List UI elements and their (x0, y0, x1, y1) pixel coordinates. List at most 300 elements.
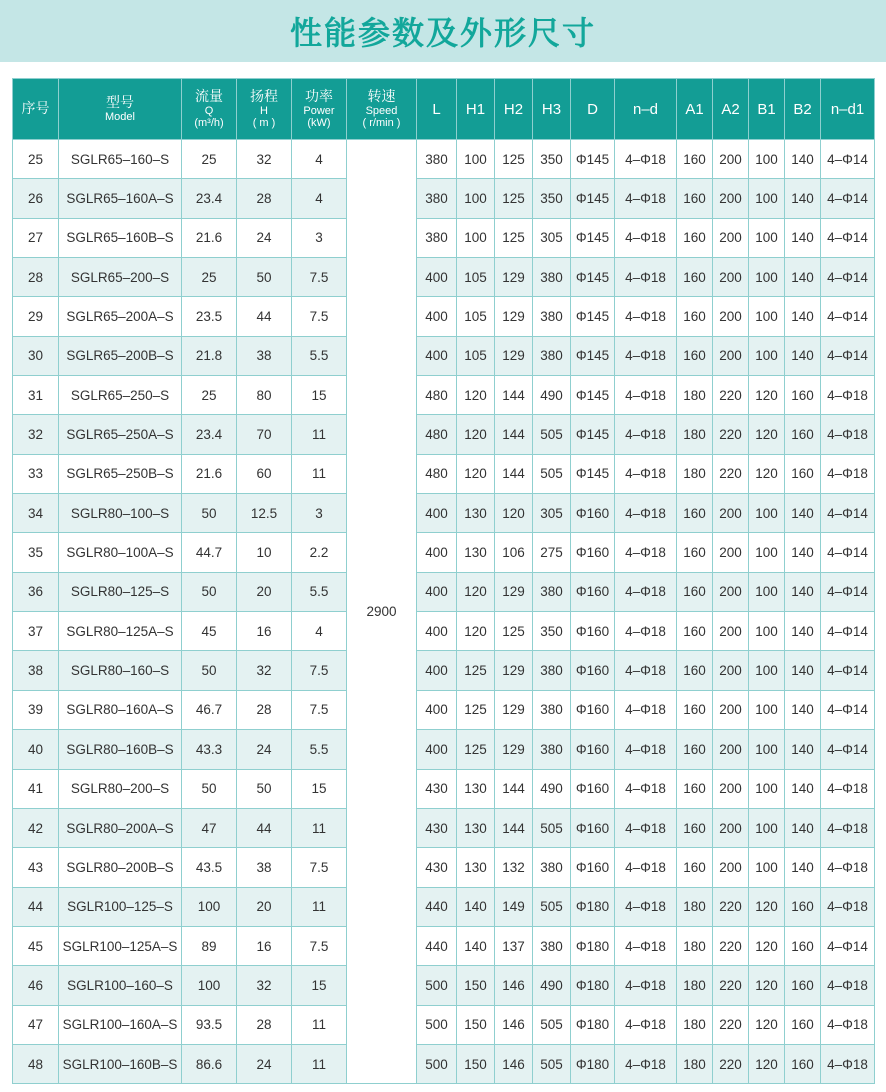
cell-d: Φ145 (571, 218, 615, 257)
cell-head: 50 (237, 258, 292, 297)
header-b2: B2 (785, 79, 821, 140)
cell-b2: 140 (785, 690, 821, 729)
cell-head: 20 (237, 887, 292, 926)
header-model: 型号 Model (59, 79, 182, 140)
cell-n-d1: 4–Φ14 (821, 494, 875, 533)
cell-n-d: 4–Φ18 (615, 690, 677, 729)
cell-n-d1: 4–Φ14 (821, 533, 875, 572)
cell-b1: 100 (749, 848, 785, 887)
cell-b2: 160 (785, 1005, 821, 1044)
cell-power: 3 (292, 494, 347, 533)
cell-power: 11 (292, 887, 347, 926)
cell-power: 7.5 (292, 926, 347, 965)
cell-a1: 160 (677, 494, 713, 533)
cell-h2: 129 (495, 258, 533, 297)
cell-power: 11 (292, 1044, 347, 1083)
cell-a2: 200 (713, 218, 749, 257)
header-l: L (417, 79, 457, 140)
cell-index: 27 (13, 218, 59, 257)
cell-d: Φ145 (571, 179, 615, 218)
title-banner (0, 0, 886, 62)
cell-h2: 129 (495, 572, 533, 611)
cell-a1: 180 (677, 1005, 713, 1044)
header-n-d1: n–d1 (821, 79, 875, 140)
cell-power: 11 (292, 808, 347, 847)
cell-b2: 160 (785, 887, 821, 926)
cell-h2: 132 (495, 848, 533, 887)
cell-a1: 160 (677, 572, 713, 611)
cell-n-d1: 4–Φ18 (821, 1044, 875, 1083)
cell-l: 430 (417, 848, 457, 887)
cell-h2: 125 (495, 218, 533, 257)
cell-b2: 140 (785, 730, 821, 769)
cell-n-d1: 4–Φ14 (821, 572, 875, 611)
cell-b1: 100 (749, 808, 785, 847)
cell-h2: 129 (495, 297, 533, 336)
cell-n-d1: 4–Φ14 (821, 140, 875, 179)
cell-a1: 160 (677, 336, 713, 375)
cell-flow: 23.4 (182, 179, 237, 218)
cell-l: 380 (417, 218, 457, 257)
cell-n-d1: 4–Φ14 (821, 179, 875, 218)
cell-h1: 100 (457, 140, 495, 179)
cell-head: 32 (237, 651, 292, 690)
cell-head: 24 (237, 730, 292, 769)
cell-h1: 130 (457, 494, 495, 533)
cell-b2: 140 (785, 572, 821, 611)
cell-a1: 160 (677, 533, 713, 572)
cell-b1: 120 (749, 454, 785, 493)
cell-flow: 50 (182, 572, 237, 611)
cell-a2: 220 (713, 376, 749, 415)
cell-n-d: 4–Φ18 (615, 966, 677, 1005)
cell-n-d: 4–Φ18 (615, 533, 677, 572)
table-row (13, 612, 875, 651)
cell-flow: 21.6 (182, 218, 237, 257)
cell-n-d: 4–Φ18 (615, 336, 677, 375)
cell-h2: 106 (495, 533, 533, 572)
header-power: 功率 Power (kW) (292, 79, 347, 140)
cell-b2: 140 (785, 218, 821, 257)
cell-n-d1: 4–Φ18 (821, 376, 875, 415)
cell-h3: 380 (533, 690, 571, 729)
cell-d: Φ160 (571, 612, 615, 651)
cell-h2: 125 (495, 179, 533, 218)
cell-index: 29 (13, 297, 59, 336)
cell-head: 24 (237, 1044, 292, 1083)
cell-n-d: 4–Φ18 (615, 179, 677, 218)
cell-a2: 200 (713, 769, 749, 808)
cell-h2: 146 (495, 966, 533, 1005)
cell-b1: 100 (749, 297, 785, 336)
cell-flow: 21.8 (182, 336, 237, 375)
cell-model: SGLR80–200A–S (59, 808, 182, 847)
cell-model: SGLR65–250B–S (59, 454, 182, 493)
cell-n-d1: 4–Φ14 (821, 258, 875, 297)
cell-n-d: 4–Φ18 (615, 258, 677, 297)
cell-d: Φ145 (571, 415, 615, 454)
cell-model: SGLR65–160A–S (59, 179, 182, 218)
cell-head: 16 (237, 926, 292, 965)
cell-l: 480 (417, 415, 457, 454)
cell-a2: 220 (713, 966, 749, 1005)
cell-head: 32 (237, 140, 292, 179)
cell-index: 44 (13, 887, 59, 926)
cell-h3: 350 (533, 140, 571, 179)
cell-b2: 160 (785, 454, 821, 493)
cell-speed: 2900 (347, 140, 417, 1084)
table-row (13, 218, 875, 257)
table-row (13, 572, 875, 611)
cell-model: SGLR65–160–S (59, 140, 182, 179)
cell-n-d: 4–Φ18 (615, 769, 677, 808)
cell-h2: 129 (495, 730, 533, 769)
cell-n-d: 4–Φ18 (615, 494, 677, 533)
cell-l: 500 (417, 1005, 457, 1044)
cell-flow: 23.5 (182, 297, 237, 336)
cell-n-d1: 4–Φ18 (821, 415, 875, 454)
cell-h1: 105 (457, 258, 495, 297)
cell-h2: 137 (495, 926, 533, 965)
cell-a1: 160 (677, 612, 713, 651)
cell-power: 7.5 (292, 258, 347, 297)
cell-b1: 120 (749, 926, 785, 965)
cell-b2: 140 (785, 651, 821, 690)
cell-index: 43 (13, 848, 59, 887)
cell-a2: 200 (713, 140, 749, 179)
cell-b2: 160 (785, 415, 821, 454)
table-row (13, 690, 875, 729)
cell-b2: 140 (785, 258, 821, 297)
cell-model: SGLR80–100A–S (59, 533, 182, 572)
cell-flow: 50 (182, 651, 237, 690)
cell-b1: 120 (749, 376, 785, 415)
cell-n-d: 4–Φ18 (615, 1005, 677, 1044)
cell-h3: 505 (533, 415, 571, 454)
table-row (13, 1005, 875, 1044)
cell-a1: 160 (677, 297, 713, 336)
cell-h2: 146 (495, 1005, 533, 1044)
cell-flow: 45 (182, 612, 237, 651)
cell-h1: 120 (457, 612, 495, 651)
cell-head: 44 (237, 808, 292, 847)
cell-index: 41 (13, 769, 59, 808)
cell-index: 36 (13, 572, 59, 611)
table-row (13, 808, 875, 847)
cell-a1: 160 (677, 179, 713, 218)
cell-n-d1: 4–Φ14 (821, 612, 875, 651)
cell-power: 11 (292, 1005, 347, 1044)
cell-head: 38 (237, 336, 292, 375)
cell-d: Φ160 (571, 572, 615, 611)
cell-b1: 100 (749, 533, 785, 572)
cell-h1: 105 (457, 336, 495, 375)
cell-n-d1: 4–Φ18 (821, 454, 875, 493)
cell-h1: 125 (457, 730, 495, 769)
cell-b1: 120 (749, 887, 785, 926)
cell-d: Φ180 (571, 926, 615, 965)
cell-a1: 180 (677, 454, 713, 493)
cell-h2: 120 (495, 494, 533, 533)
cell-n-d1: 4–Φ14 (821, 336, 875, 375)
cell-d: Φ160 (571, 808, 615, 847)
cell-l: 400 (417, 258, 457, 297)
cell-b2: 140 (785, 140, 821, 179)
cell-d: Φ160 (571, 848, 615, 887)
cell-a2: 220 (713, 1005, 749, 1044)
header-h2: H2 (495, 79, 533, 140)
cell-flow: 89 (182, 926, 237, 965)
cell-model: SGLR100–125–S (59, 887, 182, 926)
cell-index: 28 (13, 258, 59, 297)
cell-n-d1: 4–Φ18 (821, 1005, 875, 1044)
cell-h3: 490 (533, 376, 571, 415)
cell-n-d: 4–Φ18 (615, 612, 677, 651)
cell-power: 3 (292, 218, 347, 257)
cell-h3: 305 (533, 218, 571, 257)
cell-b1: 100 (749, 218, 785, 257)
cell-n-d1: 4–Φ14 (821, 926, 875, 965)
cell-power: 7.5 (292, 848, 347, 887)
cell-flow: 50 (182, 494, 237, 533)
cell-h2: 146 (495, 1044, 533, 1083)
table-row (13, 651, 875, 690)
cell-power: 5.5 (292, 336, 347, 375)
cell-h3: 380 (533, 730, 571, 769)
cell-h2: 144 (495, 454, 533, 493)
cell-index: 35 (13, 533, 59, 572)
cell-n-d1: 4–Φ18 (821, 966, 875, 1005)
cell-h1: 140 (457, 926, 495, 965)
cell-l: 440 (417, 926, 457, 965)
header-n-d: n–d (615, 79, 677, 140)
cell-b2: 140 (785, 848, 821, 887)
cell-h3: 275 (533, 533, 571, 572)
cell-index: 25 (13, 140, 59, 179)
cell-b2: 140 (785, 179, 821, 218)
cell-n-d: 4–Φ18 (615, 1044, 677, 1083)
cell-b2: 140 (785, 612, 821, 651)
cell-l: 480 (417, 454, 457, 493)
table-row (13, 258, 875, 297)
cell-n-d: 4–Φ18 (615, 848, 677, 887)
cell-a1: 160 (677, 848, 713, 887)
cell-b1: 120 (749, 966, 785, 1005)
cell-power: 15 (292, 966, 347, 1005)
cell-n-d: 4–Φ18 (615, 651, 677, 690)
cell-a2: 200 (713, 494, 749, 533)
cell-flow: 47 (182, 808, 237, 847)
cell-l: 400 (417, 730, 457, 769)
table-row (13, 415, 875, 454)
header-h3: H3 (533, 79, 571, 140)
cell-index: 33 (13, 454, 59, 493)
cell-power: 11 (292, 454, 347, 493)
cell-d: Φ160 (571, 769, 615, 808)
cell-b2: 160 (785, 966, 821, 1005)
cell-power: 4 (292, 179, 347, 218)
cell-b1: 120 (749, 1044, 785, 1083)
cell-head: 28 (237, 690, 292, 729)
cell-power: 2.2 (292, 533, 347, 572)
table-row (13, 1044, 875, 1083)
table-row (13, 966, 875, 1005)
cell-a1: 180 (677, 966, 713, 1005)
cell-a2: 200 (713, 690, 749, 729)
cell-a2: 200 (713, 533, 749, 572)
cell-n-d1: 4–Φ14 (821, 730, 875, 769)
table-row (13, 179, 875, 218)
cell-n-d1: 4–Φ18 (821, 769, 875, 808)
header-row (13, 79, 875, 140)
cell-model: SGLR65–200A–S (59, 297, 182, 336)
cell-n-d1: 4–Φ18 (821, 848, 875, 887)
cell-head: 38 (237, 848, 292, 887)
cell-head: 80 (237, 376, 292, 415)
cell-d: Φ160 (571, 494, 615, 533)
cell-head: 16 (237, 612, 292, 651)
cell-head: 20 (237, 572, 292, 611)
cell-b1: 100 (749, 769, 785, 808)
cell-head: 24 (237, 218, 292, 257)
page-title: 性能参数及外形尺寸 (289, 14, 596, 52)
cell-b1: 100 (749, 258, 785, 297)
cell-h2: 144 (495, 376, 533, 415)
cell-a2: 220 (713, 926, 749, 965)
cell-head: 50 (237, 769, 292, 808)
header-b1: B1 (749, 79, 785, 140)
cell-n-d1: 4–Φ14 (821, 651, 875, 690)
cell-n-d: 4–Φ18 (615, 808, 677, 847)
cell-model: SGLR80–200–S (59, 769, 182, 808)
cell-b1: 100 (749, 572, 785, 611)
cell-index: 37 (13, 612, 59, 651)
cell-a1: 180 (677, 1044, 713, 1083)
cell-h2: 129 (495, 690, 533, 729)
cell-n-d1: 4–Φ18 (821, 808, 875, 847)
cell-h1: 105 (457, 297, 495, 336)
cell-a2: 220 (713, 454, 749, 493)
cell-model: SGLR80–125A–S (59, 612, 182, 651)
cell-l: 400 (417, 336, 457, 375)
cell-h3: 505 (533, 454, 571, 493)
cell-n-d1: 4–Φ18 (821, 887, 875, 926)
cell-a1: 180 (677, 887, 713, 926)
cell-flow: 25 (182, 258, 237, 297)
cell-model: SGLR100–125A–S (59, 926, 182, 965)
cell-index: 40 (13, 730, 59, 769)
cell-a1: 160 (677, 730, 713, 769)
cell-index: 47 (13, 1005, 59, 1044)
cell-model: SGLR80–160B–S (59, 730, 182, 769)
cell-h3: 350 (533, 179, 571, 218)
cell-power: 15 (292, 769, 347, 808)
cell-model: SGLR80–125–S (59, 572, 182, 611)
cell-index: 38 (13, 651, 59, 690)
cell-power: 15 (292, 376, 347, 415)
cell-model: SGLR80–200B–S (59, 848, 182, 887)
table-row (13, 376, 875, 415)
cell-model: SGLR100–160B–S (59, 1044, 182, 1083)
cell-h3: 380 (533, 848, 571, 887)
cell-b1: 120 (749, 415, 785, 454)
cell-l: 400 (417, 533, 457, 572)
cell-a1: 160 (677, 769, 713, 808)
cell-a1: 160 (677, 140, 713, 179)
cell-h3: 380 (533, 258, 571, 297)
table-row (13, 297, 875, 336)
cell-a2: 200 (713, 808, 749, 847)
table-row (13, 454, 875, 493)
cell-h2: 149 (495, 887, 533, 926)
cell-n-d1: 4–Φ14 (821, 218, 875, 257)
cell-l: 440 (417, 887, 457, 926)
cell-l: 400 (417, 494, 457, 533)
cell-n-d: 4–Φ18 (615, 926, 677, 965)
cell-a2: 200 (713, 336, 749, 375)
cell-b2: 160 (785, 376, 821, 415)
cell-h3: 380 (533, 297, 571, 336)
header-speed: 转速 Speed ( r/min ) (347, 79, 417, 140)
cell-model: SGLR65–250–S (59, 376, 182, 415)
cell-power: 4 (292, 140, 347, 179)
cell-d: Φ145 (571, 454, 615, 493)
cell-power: 7.5 (292, 690, 347, 729)
cell-l: 380 (417, 140, 457, 179)
cell-l: 400 (417, 297, 457, 336)
cell-h2: 144 (495, 808, 533, 847)
cell-b1: 120 (749, 1005, 785, 1044)
cell-h1: 150 (457, 966, 495, 1005)
cell-h1: 130 (457, 769, 495, 808)
cell-a2: 200 (713, 730, 749, 769)
cell-head: 44 (237, 297, 292, 336)
header-flow: 流量 Q (m³/h) (182, 79, 237, 140)
cell-a1: 180 (677, 926, 713, 965)
cell-a2: 200 (713, 179, 749, 218)
cell-a2: 200 (713, 651, 749, 690)
cell-l: 430 (417, 808, 457, 847)
cell-a2: 200 (713, 258, 749, 297)
cell-h1: 140 (457, 887, 495, 926)
table-row (13, 140, 875, 179)
cell-a1: 160 (677, 258, 713, 297)
cell-flow: 93.5 (182, 1005, 237, 1044)
cell-b1: 100 (749, 612, 785, 651)
cell-h1: 100 (457, 218, 495, 257)
cell-a1: 160 (677, 218, 713, 257)
cell-head: 70 (237, 415, 292, 454)
cell-h1: 130 (457, 533, 495, 572)
cell-d: Φ145 (571, 297, 615, 336)
cell-n-d: 4–Φ18 (615, 415, 677, 454)
cell-power: 5.5 (292, 730, 347, 769)
cell-h1: 125 (457, 690, 495, 729)
cell-h1: 130 (457, 848, 495, 887)
cell-power: 11 (292, 415, 347, 454)
header-head: 扬程 H ( m ) (237, 79, 292, 140)
cell-h2: 125 (495, 140, 533, 179)
cell-h3: 380 (533, 651, 571, 690)
cell-model: SGLR65–200–S (59, 258, 182, 297)
cell-flow: 100 (182, 966, 237, 1005)
cell-index: 32 (13, 415, 59, 454)
cell-h3: 380 (533, 572, 571, 611)
cell-d: Φ180 (571, 1005, 615, 1044)
cell-flow: 25 (182, 140, 237, 179)
cell-n-d: 4–Φ18 (615, 297, 677, 336)
cell-d: Φ180 (571, 1044, 615, 1083)
